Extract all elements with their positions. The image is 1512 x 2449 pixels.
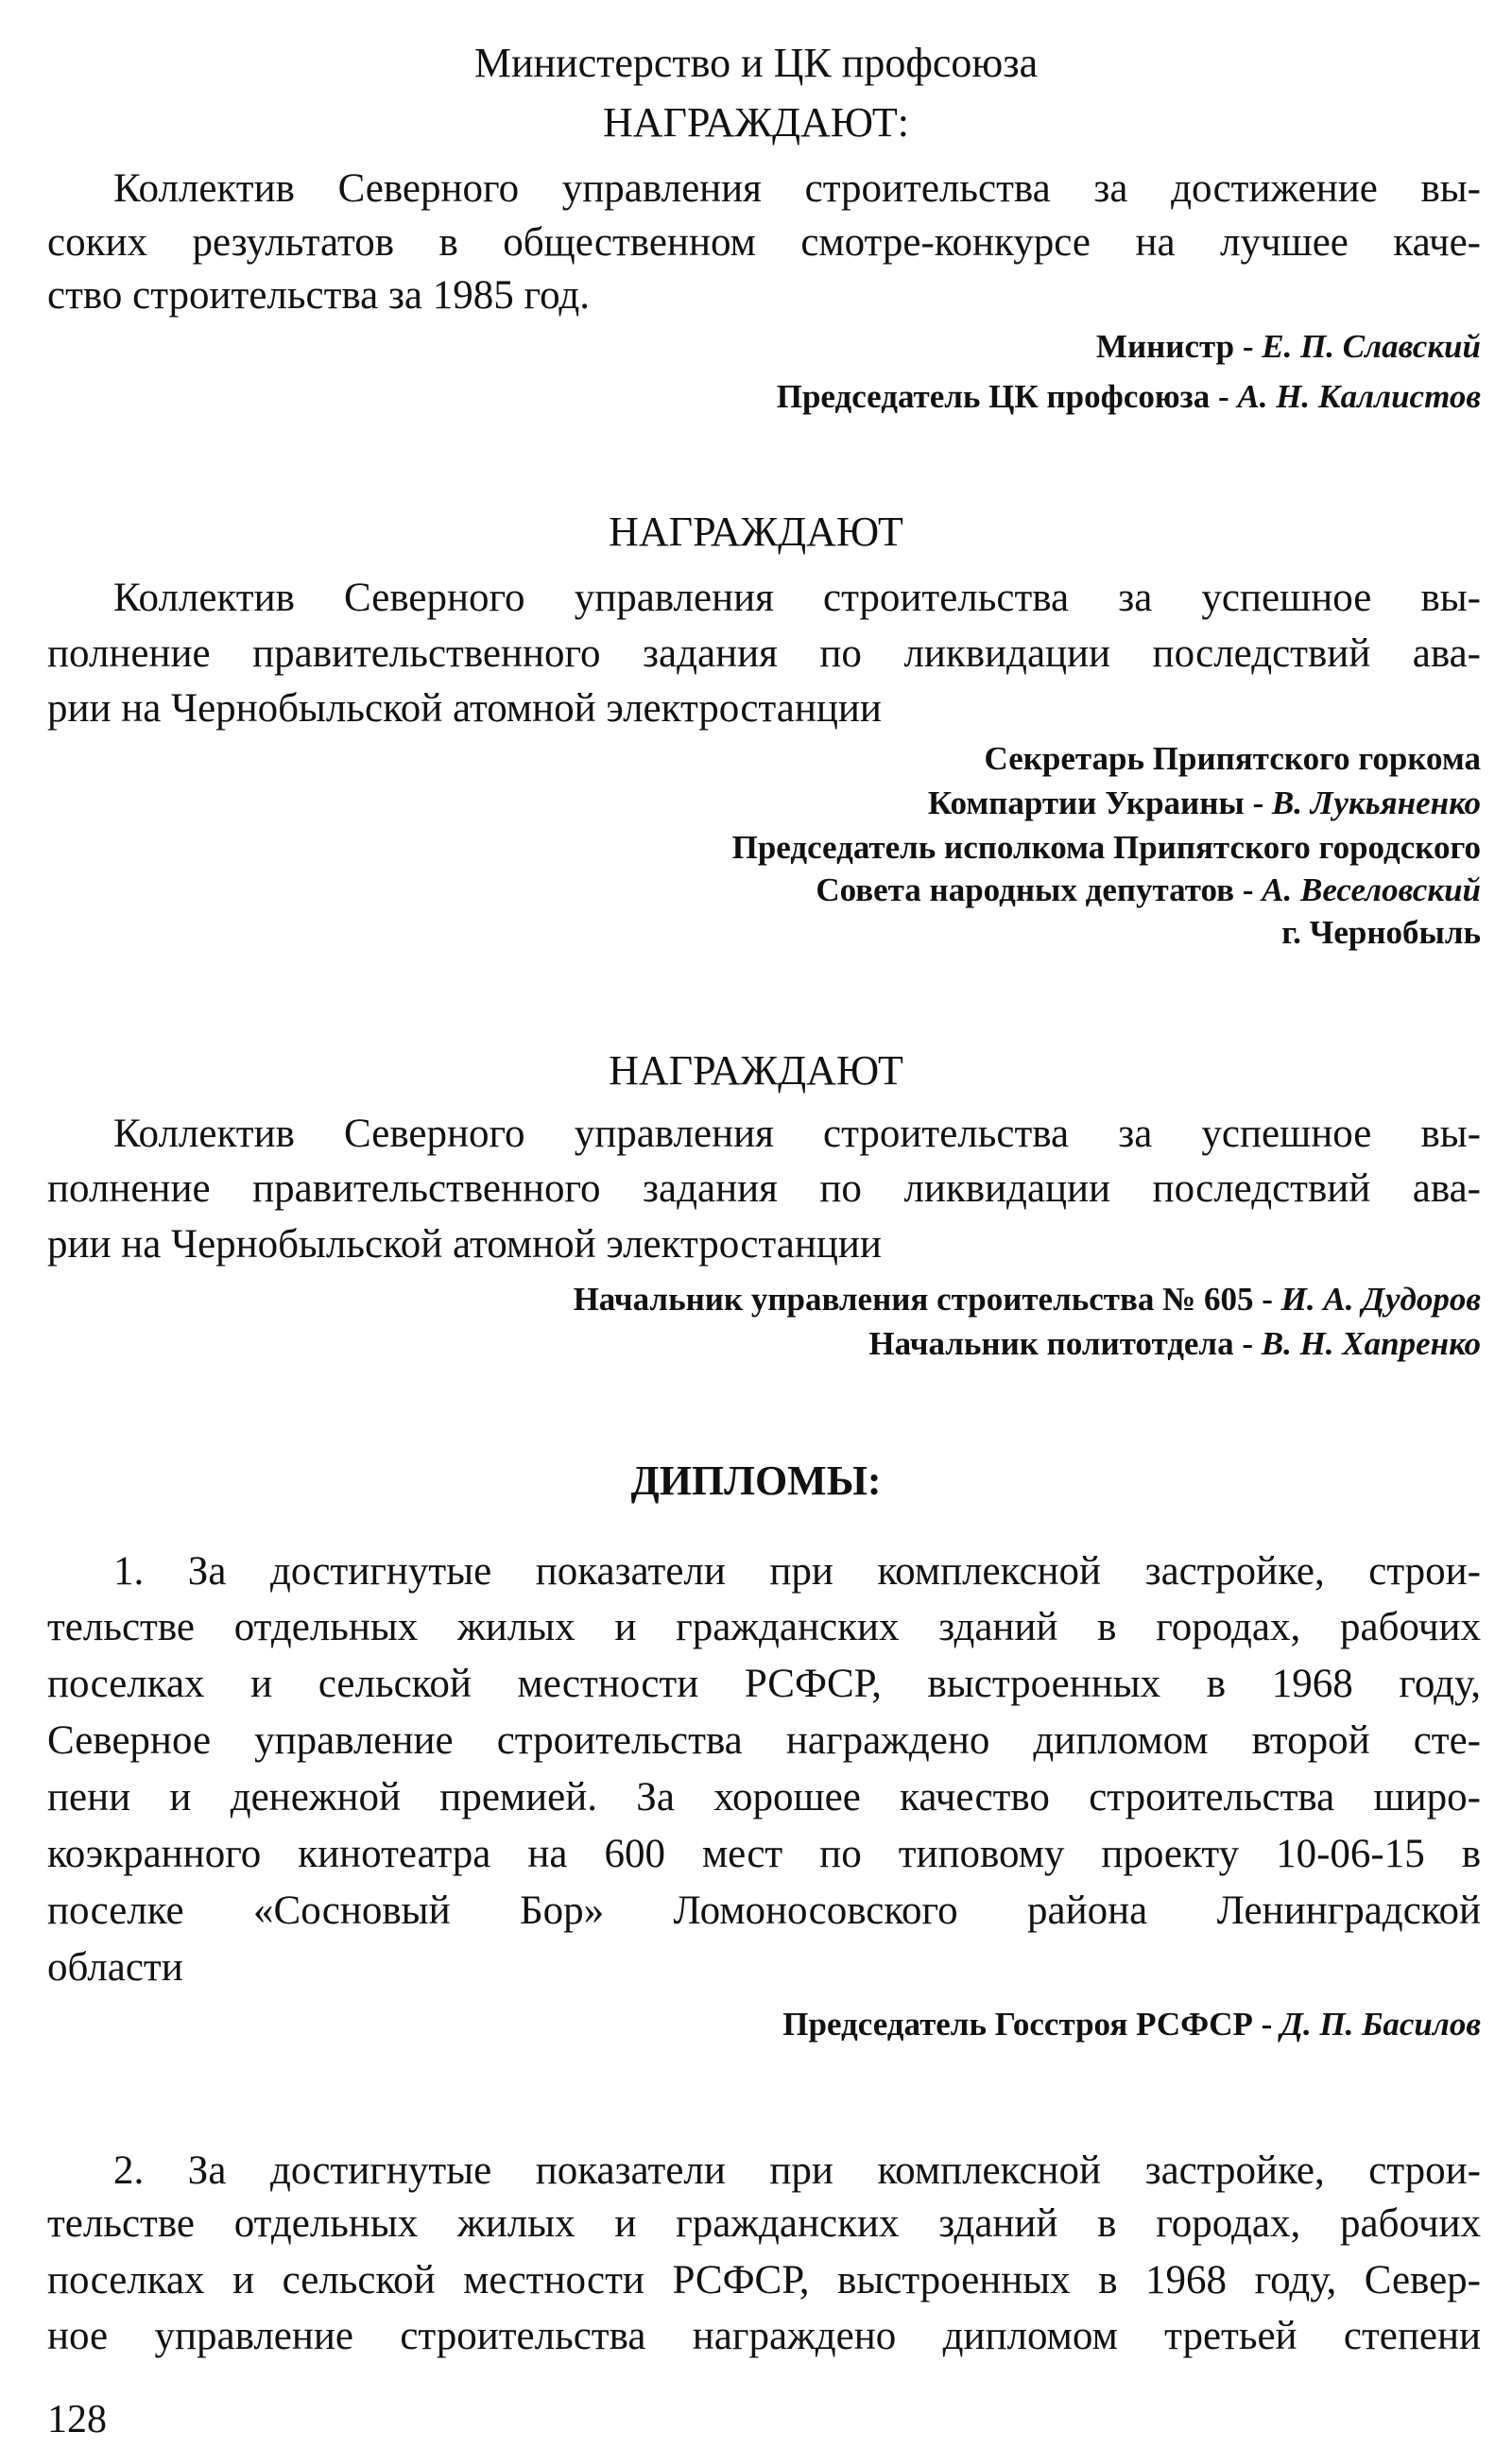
- signature-title: Совета народных депутатов -: [816, 871, 1263, 908]
- signatory-name: Е. П. Славский: [1262, 328, 1481, 365]
- signature-title: Председатель Госстроя РСФСР -: [782, 2006, 1281, 2043]
- body-line: поселках и сельской местности РСФСР, выстроенных в 1968 году,: [47, 1662, 1481, 1706]
- body-line: Коллектив Северного управления строительства за успешное вы-: [113, 1112, 1481, 1156]
- page-header: Министерство и ЦК профсоюза: [473, 40, 1039, 86]
- body-line: полнение правительственного задания по ликвидации последствий ава-: [47, 631, 1481, 676]
- body-line: 2. За достигнутые показатели при комплексной застройке, строи-: [113, 2148, 1481, 2193]
- signature-line: [782, 1996, 1481, 2053]
- body-line: пени и денежной премией. За хорошее качество строительства широ-: [47, 1775, 1481, 1820]
- body-line: поселках и сельской местности РСФСР, выстроенных в 1968 году, Север-: [47, 2258, 1481, 2302]
- body-line: Северное управление строительства награждено дипломом второй сте-: [47, 1718, 1481, 1763]
- signatory-name: В. Лукьяненко: [1271, 785, 1481, 821]
- signature-line: [1281, 905, 1481, 961]
- signature-title: Министр -: [1095, 328, 1263, 365]
- section-heading: НАГРАЖДАЮТ: [609, 1047, 903, 1094]
- signature-title: Председатель ЦК профсоюза -: [776, 378, 1238, 415]
- body-line: поселке «Сосновый Бор» Ломоносовского района Ленинградской: [47, 1888, 1481, 1933]
- section-heading: НАГРАЖДАЮТ: [609, 509, 903, 555]
- signature-line: [868, 1316, 1481, 1372]
- body-line: тельстве отдельных жилых и гражданских зданий в городах, рабочих: [47, 2201, 1481, 2246]
- body-line: Коллектив Северного управления строительства за успешное вы-: [113, 576, 1481, 620]
- body-line: рии на Чернобыльской атомной электростанции: [47, 1222, 882, 1267]
- signature-title: Председатель исполкома Припятского городского: [731, 829, 1481, 866]
- body-line: области: [47, 1945, 183, 1990]
- signatory-name: А. Веселовский: [1262, 871, 1481, 908]
- signature-title: Начальник политотдела -: [868, 1325, 1262, 1362]
- signatory-name: Д. П. Басилов: [1280, 2006, 1481, 2043]
- body-line: рии на Чернобыльской атомной электростанции: [47, 686, 882, 731]
- section-heading: ДИПЛОМЫ:: [630, 1457, 882, 1504]
- signatory-name: И. А. Дудоров: [1280, 1281, 1481, 1318]
- body-line: коэкранного кинотеатра на 600 мест по типовому проекту 10-06-15 в: [47, 1832, 1481, 1876]
- signatory-name: А. Н. Каллистов: [1237, 378, 1481, 415]
- signature-title: Начальник управления строительства № 605 -: [573, 1281, 1281, 1318]
- body-line: Коллектив Северного управления строительства за достижение вы-: [113, 166, 1481, 211]
- signatory-name: В. Н. Хапренко: [1261, 1325, 1481, 1362]
- body-line: ное управление строительства награждено дипломом третьей степени: [47, 2314, 1481, 2358]
- signature-title: Секретарь Припятского горкома: [984, 740, 1481, 777]
- signature-line: [1096, 319, 1481, 375]
- body-line: ство строительства за 1985 год.: [47, 273, 590, 318]
- page-number: 128: [47, 2398, 107, 2441]
- signature-title: г. Чернобыль: [1281, 914, 1481, 951]
- signature-title: Компартии Украины -: [927, 785, 1272, 821]
- signature-line: [777, 369, 1481, 425]
- body-line: 1. За достигнутые показатели при комплексной застройке, строи-: [113, 1549, 1481, 1594]
- body-line: тельстве отдельных жилых и гражданских зданий в городах, рабочих: [47, 1605, 1481, 1649]
- body-line: полнение правительственного задания по ликвидации последствий ава-: [47, 1166, 1481, 1211]
- body-line: соких результатов в общественном смотре-конкурсе на лучшее каче-: [47, 220, 1481, 265]
- section-heading: НАГРАЖДАЮТ:: [602, 99, 910, 146]
